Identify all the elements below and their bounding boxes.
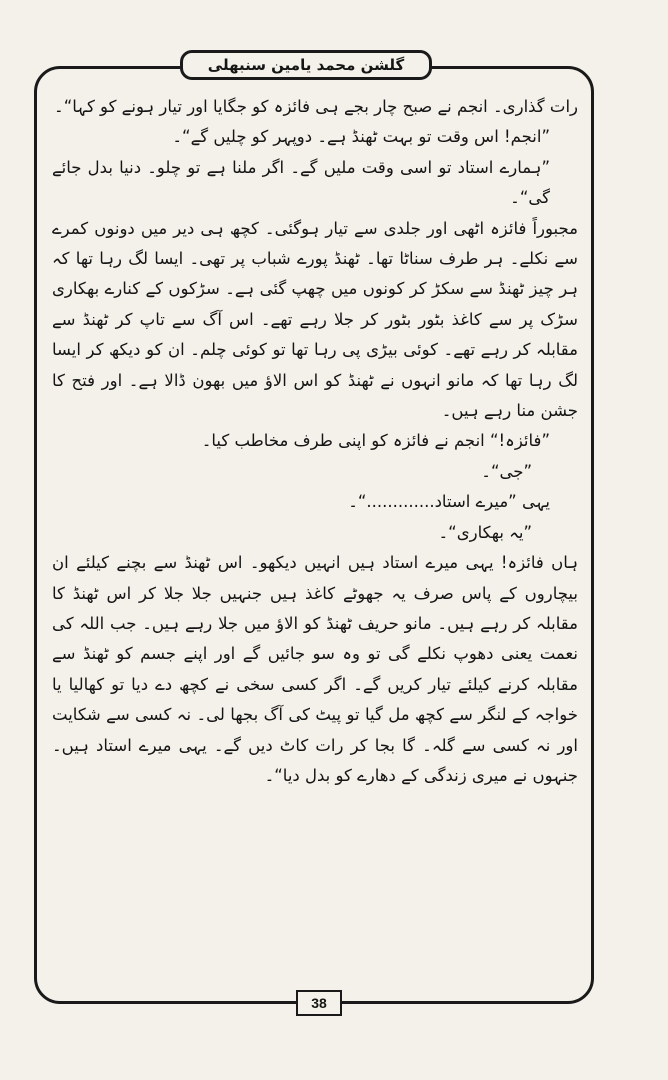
paragraph-3: ”ہمارے استاد تو اسی وقت ملیں گے۔ اگر ملنا ہے تو چلو۔ دنیا بدل جائے گی“۔: [52, 157, 550, 208]
story-text-body: [52, 92, 578, 982]
paragraph-2: ”انجم! اس وقت تو بہت ٹھنڈ ہے۔ دوپہر کو چلیں گے“۔: [172, 127, 550, 147]
paragraph-6: ”جی“۔: [481, 461, 532, 481]
paragraph-7: یہی ”میرے استاد.............“۔: [348, 492, 550, 512]
paragraph-4: مجبوراً فائزہ اٹھی اور جلدی سے تیار ہوگئی۔ کچھ ہی دیر میں دونوں کمرے سے نکلے۔ ہر طرف سناٹا تھا۔ ٹھنڈ پورے شباب پر تھی۔ ایسا لگ رہا تھا کہ ہر چیز ٹھنڈ سے سکڑ کر کونوں میں چھپ گئی ہے۔ سڑکوں کے کنارے بھکاری سڑک پر سے کاغذ بٹور بٹور کر جلا رہے تھے۔ اس آگ سے تاپ کر ٹھنڈ سے مقابلہ کر رہے تھے۔ کوئی بیڑی پی رہا تھا تو کوئی چلم۔ ان کو دیکھ کر ایسا لگ رہا تھا کہ مانو انہوں نے ٹھنڈ کو اس الاؤ میں بھون ڈالا ہے۔ اور فتح کا جشن منا رہے ہیں۔: [52, 218, 578, 421]
paragraph-5: ”فائزہ!“ انجم نے فائزہ کو اپنی طرف مخاطب کیا۔: [201, 431, 550, 451]
paragraph-9: ہاں فائزہ! یہی میرے استاد ہیں انہیں دیکھو۔ اس ٹھنڈ سے بچنے کیلئے ان بیچاروں کے پاس صرف یہ جھوٹے کاغذ ہیں جنہیں جلا جلا کر اس ٹھنڈ کا مقابلہ کر رہے ہیں۔ مانو حریف ٹھنڈ کو الاؤ میں جلا رہے ہیں۔ جب اللہ کی نعمت یعنی دھوپ نکلے گی تو وہ سو جائیں گے اور اپنے جسم کو ٹھنڈ سے مقابلہ کرنے کیلئے تیار کریں گے۔ اگر کسی سخی نے کچھ دے دیا تو کھالیا یا خواجہ کے لنگر سے کچھ مل گیا تو پیٹ کی آگ بجھا لی۔ نہ کسی سے شکایت اور نہ کسی سے گلہ۔ گا بجا کر رات کاٹ دیں گے۔ یہی میرے استاد ہیں۔ جنہوں نے میری زندگی کے دھارے کو بدل دیا“۔: [52, 553, 578, 785]
paragraph-8: ”یہ بھکاری“۔: [438, 522, 532, 542]
page-number: 38: [296, 990, 342, 1016]
author-name: گلشن محمد یامین سنبھلی: [207, 56, 405, 74]
author-header: [180, 50, 432, 80]
paragraph-1: رات گذاری۔ انجم نے صبح چار بجے ہی فائزہ کو جگایا اور تیار ہونے کو کہا“۔: [54, 97, 578, 116]
